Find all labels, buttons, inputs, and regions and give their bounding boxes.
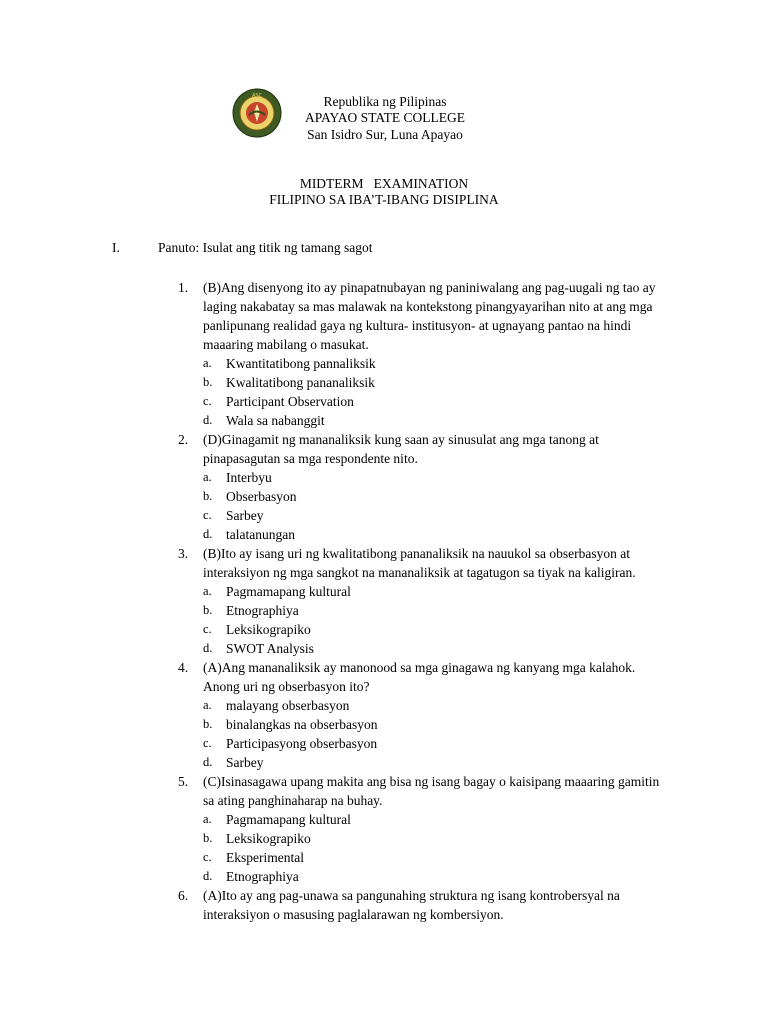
option-text: Etnographiya: [226, 603, 299, 618]
option-text: Wala sa nabanggit: [226, 413, 325, 428]
question-text-line: maaaring mabilang o masukat.: [203, 337, 369, 352]
option-text: Obserbasyon: [226, 489, 297, 504]
section-instruction: Panuto: Isulat ang titik ng tamang sagot: [158, 240, 373, 255]
option-text: Etnographiya: [226, 869, 299, 884]
option-letter: a.: [203, 698, 212, 712]
option-letter: b.: [203, 489, 213, 503]
header-address: San Isidro Sur, Luna Apayao: [307, 127, 463, 142]
option-letter: c.: [203, 736, 212, 750]
option-letter: c.: [203, 394, 212, 408]
option-text: Leksikograpiko: [226, 831, 311, 846]
option-letter: b.: [203, 603, 213, 617]
question-text: [203, 278, 683, 354]
option-text: Participasyong obserbasyon: [226, 736, 378, 751]
option-text: Pagmamapang kultural: [226, 812, 351, 827]
question-text-line: panlipunang realidad gaya ng kultura- institusyon- at ugnayang pantao na hindi: [203, 318, 632, 333]
question-text: [203, 658, 683, 696]
header-republic: Republika ng Pilipinas: [323, 94, 447, 109]
question-text-line: laging nakabatay sa mas malawak na kontekstong pinangyayarihan nito at ang mga: [203, 299, 653, 314]
option-text: malayang obserbasyon: [226, 698, 350, 713]
option-text: Kwantitatibong pannaliksik: [226, 356, 376, 371]
question-text: [203, 886, 683, 924]
question-text: [203, 772, 683, 810]
option-letter: a.: [203, 584, 212, 598]
svg-text:ASC: ASC: [251, 93, 263, 99]
option-letter: b.: [203, 717, 213, 731]
header-college-name: APAYAO STATE COLLEGE: [305, 110, 465, 125]
question-number: 5.: [178, 774, 189, 789]
question-number: 6.: [178, 888, 189, 903]
option-letter: d.: [203, 527, 213, 541]
question-text-line: (D)Ginagamit ng mananaliksik kung saan ay sinusulat ang mga tanong at: [203, 432, 599, 447]
question-number: 1.: [178, 280, 189, 295]
option-text: Interbyu: [226, 470, 272, 485]
question-number: 4.: [178, 660, 189, 675]
option-text: talatanungan: [226, 527, 295, 542]
question-text-line: (A)Ito ay ang pag-unawa sa pangunahing struktura ng isang kontrobersyal na: [203, 888, 620, 903]
option-text: Leksikograpiko: [226, 622, 311, 637]
option-letter: d.: [203, 641, 213, 655]
option-text: Sarbey: [226, 755, 264, 770]
question-text-line: interaksiyon ng mga sangkot na mananaliksik at tagatugon sa tiyak na kaligiran.: [203, 565, 636, 580]
exam-title: MIDTERM EXAMINATION: [299, 176, 469, 191]
option-letter: d.: [203, 869, 213, 883]
question-text-line: Anong uri ng obserbasyon ito?: [203, 679, 370, 694]
question-text: [203, 430, 683, 468]
question-number: 2.: [178, 432, 189, 447]
question-text-line: sa ating panghinaharap na buhay.: [203, 793, 383, 808]
option-text: binalangkas na obserbasyon: [226, 717, 378, 732]
option-text: Pagmamapang kultural: [226, 584, 351, 599]
question-text-line: pinapasagutan sa mga respondente nito.: [203, 451, 418, 466]
option-text: SWOT Analysis: [226, 641, 314, 656]
option-letter: a.: [203, 812, 212, 826]
question-number: 3.: [178, 546, 189, 561]
option-letter: b.: [203, 831, 213, 845]
option-text: Kwalitatibong pananaliksik: [226, 375, 375, 390]
option-text: Eksperimental: [226, 850, 304, 865]
section-numeral: I.: [112, 240, 120, 255]
option-letter: a.: [203, 470, 212, 484]
option-text: Sarbey: [226, 508, 264, 523]
question-text-line: (C)Isinasagawa upang makita ang bisa ng isang bagay o kaisipang maaaring gamitin: [203, 774, 660, 789]
question-text: [203, 544, 683, 582]
question-text-line: (B)Ito ay isang uri ng kwalitatibong pananaliksik na nauukol sa obserbasyon at: [203, 546, 631, 561]
option-letter: c.: [203, 622, 212, 636]
option-letter: d.: [203, 413, 213, 427]
option-letter: a.: [203, 356, 212, 370]
option-letter: c.: [203, 850, 212, 864]
question-text-line: interaksiyon o masusing paglalarawan ng kombersiyon.: [203, 907, 504, 922]
question-text-line: (A)Ang mananaliksik ay manonood sa mga ginagawa ng kanyang mga kalahok.: [203, 660, 636, 675]
exam-subject: FILIPINO SA IBA’T-IBANG DISIPLINA: [269, 192, 499, 207]
option-letter: b.: [203, 375, 213, 389]
option-text: Participant Observation: [226, 394, 354, 409]
question-text-line: (B)Ang disenyong ito ay pinapatnubayan ng paniniwalang ang pag-uugali ng tao ay: [203, 280, 656, 295]
option-letter: d.: [203, 755, 213, 769]
option-letter: c.: [203, 508, 212, 522]
